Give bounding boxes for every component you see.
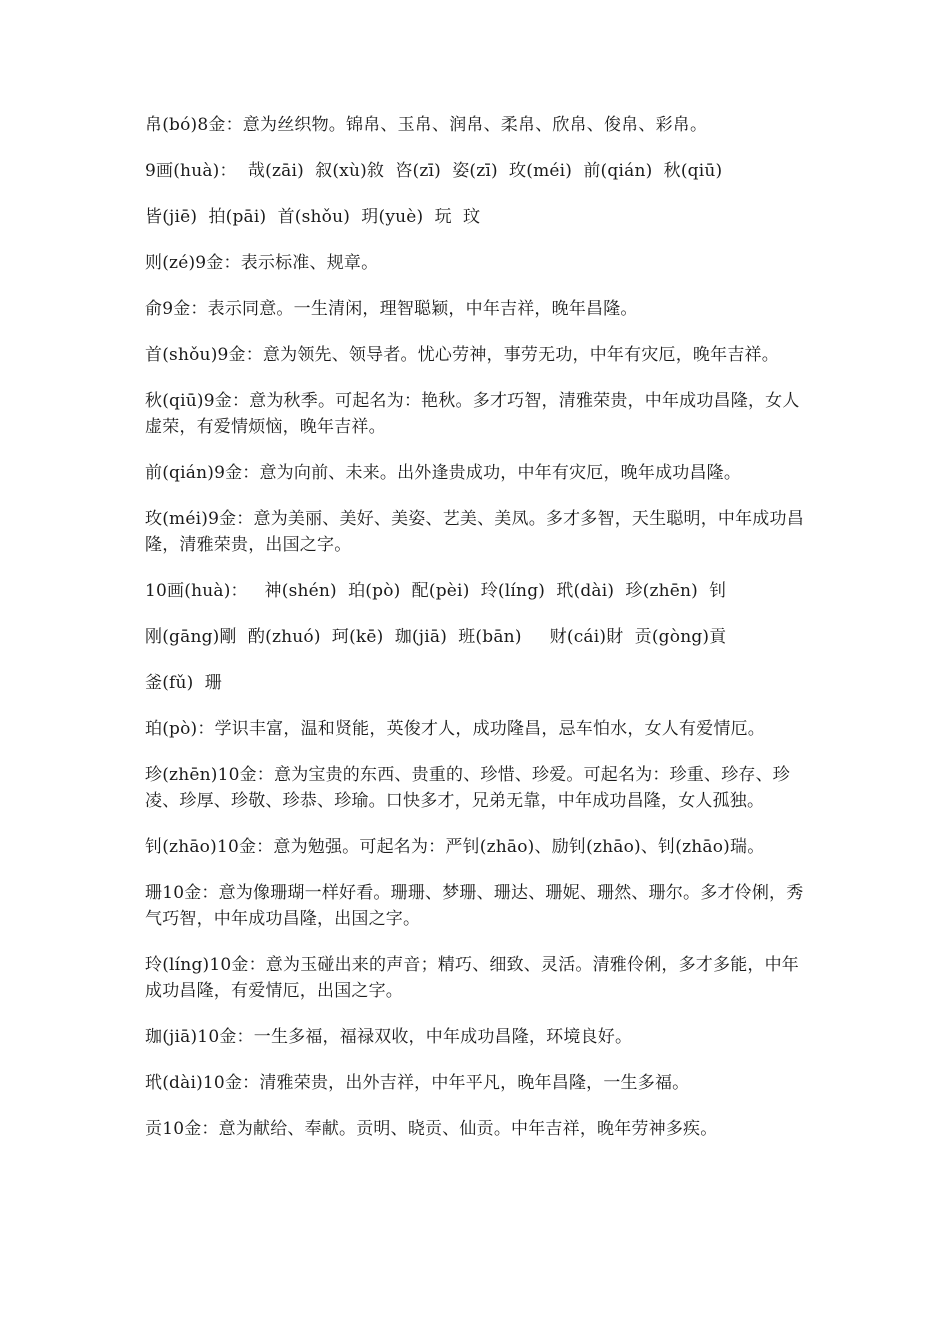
paragraph-qian: 前(qián)9金：意为向前、未来。出外逢贵成功，中年有灾厄，晚年成功昌隆。 [145,463,742,483]
paragraph-bo: 帛(bó)8金：意为丝织物。锦帛、玉帛、润帛、柔帛、欣帛、俊帛、彩帛。 [145,115,708,135]
paragraph-ze: 则(zé)9金：表示标准、规章。 [145,253,379,273]
paragraph-10-strokes-list-1: 10画(huà)： 神(shén) 珀(pò) 配(pèi) 玲(líng) 玳(dài) 珍(zhēn) 钊 [145,581,727,601]
paragraph-zhen: 珍(zhēn)10金：意为宝贵的东西、贵重的、珍惜、珍爱。可起名为：珍重、珍存、珍凌、珍厚、珍敬、珍恭、珍瑜。口快多才，兄弟无靠，中年成功昌隆，女人孤独。 [145,765,791,811]
paragraph-shou: 首(shǒu)9金：意为领先、领导者。忧心劳神，事劳无功，中年有灾厄，晚年吉祥。 [145,345,779,365]
paragraph-10-strokes-list-2: 刚(gāng)剛 酌(zhuó) 珂(kē) 珈(jiā) 班(bān) 财(cái)財 贡(gòng)貢 [145,627,727,647]
paragraph-10-strokes-list-3: 釜(fǔ) 珊 [145,673,222,693]
paragraph-qiu: 秋(qiū)9金：意为秋季。可起名为：艳秋。多才巧智，清雅荣贵，中年成功昌隆，女人虚荣，有爱情烦恼，晚年吉祥。 [145,391,800,437]
paragraph-9-strokes-list-1: 9画(huà)： 哉(zāi) 叙(xù)敘 咨(zī) 姿(zī) 玫(méi) 前(qián) 秋(qiū) [145,161,723,181]
paragraph-zhao: 钊(zhāo)10金：意为勉强。可起名为：严钊(zhāo)、励钊(zhāo)、钊(zhāo)瑞。 [145,837,765,857]
paragraph-gong: 贡10金：意为献给、奉献。贡明、晓贡、仙贡。中年吉祥，晚年劳神多疾。 [145,1119,718,1139]
paragraph-shan: 珊10金：意为像珊瑚一样好看。珊珊、梦珊、珊达、珊妮、珊然、珊尔。多才伶俐，秀气巧智，中年成功昌隆，出国之字。 [145,883,804,929]
paragraph-yu: 俞9金：表示同意。一生清闲，理智聪颖，中年吉祥，晚年昌隆。 [145,299,638,319]
paragraph-po: 珀(pò)：学识丰富，温和贤能，英俊才人，成功隆昌，忌车怕水，女人有爱情厄。 [145,719,765,739]
paragraph-9-strokes-list-2: 皆(jiē) 拍(pāi) 首(shǒu) 玥(yuè) 玩 玟 [145,207,481,227]
paragraph-ling: 玲(líng)10金：意为玉碰出来的声音；精巧、细致、灵活。清雅伶俐，多才多能，中年成功昌隆，有爱情厄，出国之字。 [145,955,799,1001]
paragraph-dai: 玳(dài)10金：清雅荣贵，出外吉祥，中年平凡，晚年昌隆，一生多福。 [145,1073,690,1093]
document-body [145,112,810,1162]
paragraph-jia: 珈(jiā)10金：一生多福，福禄双收，中年成功昌隆，环境良好。 [145,1027,633,1047]
paragraph-mei: 玫(méi)9金：意为美丽、美好、美姿、艺美、美凤。多才多智，天生聪明，中年成功昌隆，清雅荣贵，出国之字。 [145,509,804,555]
